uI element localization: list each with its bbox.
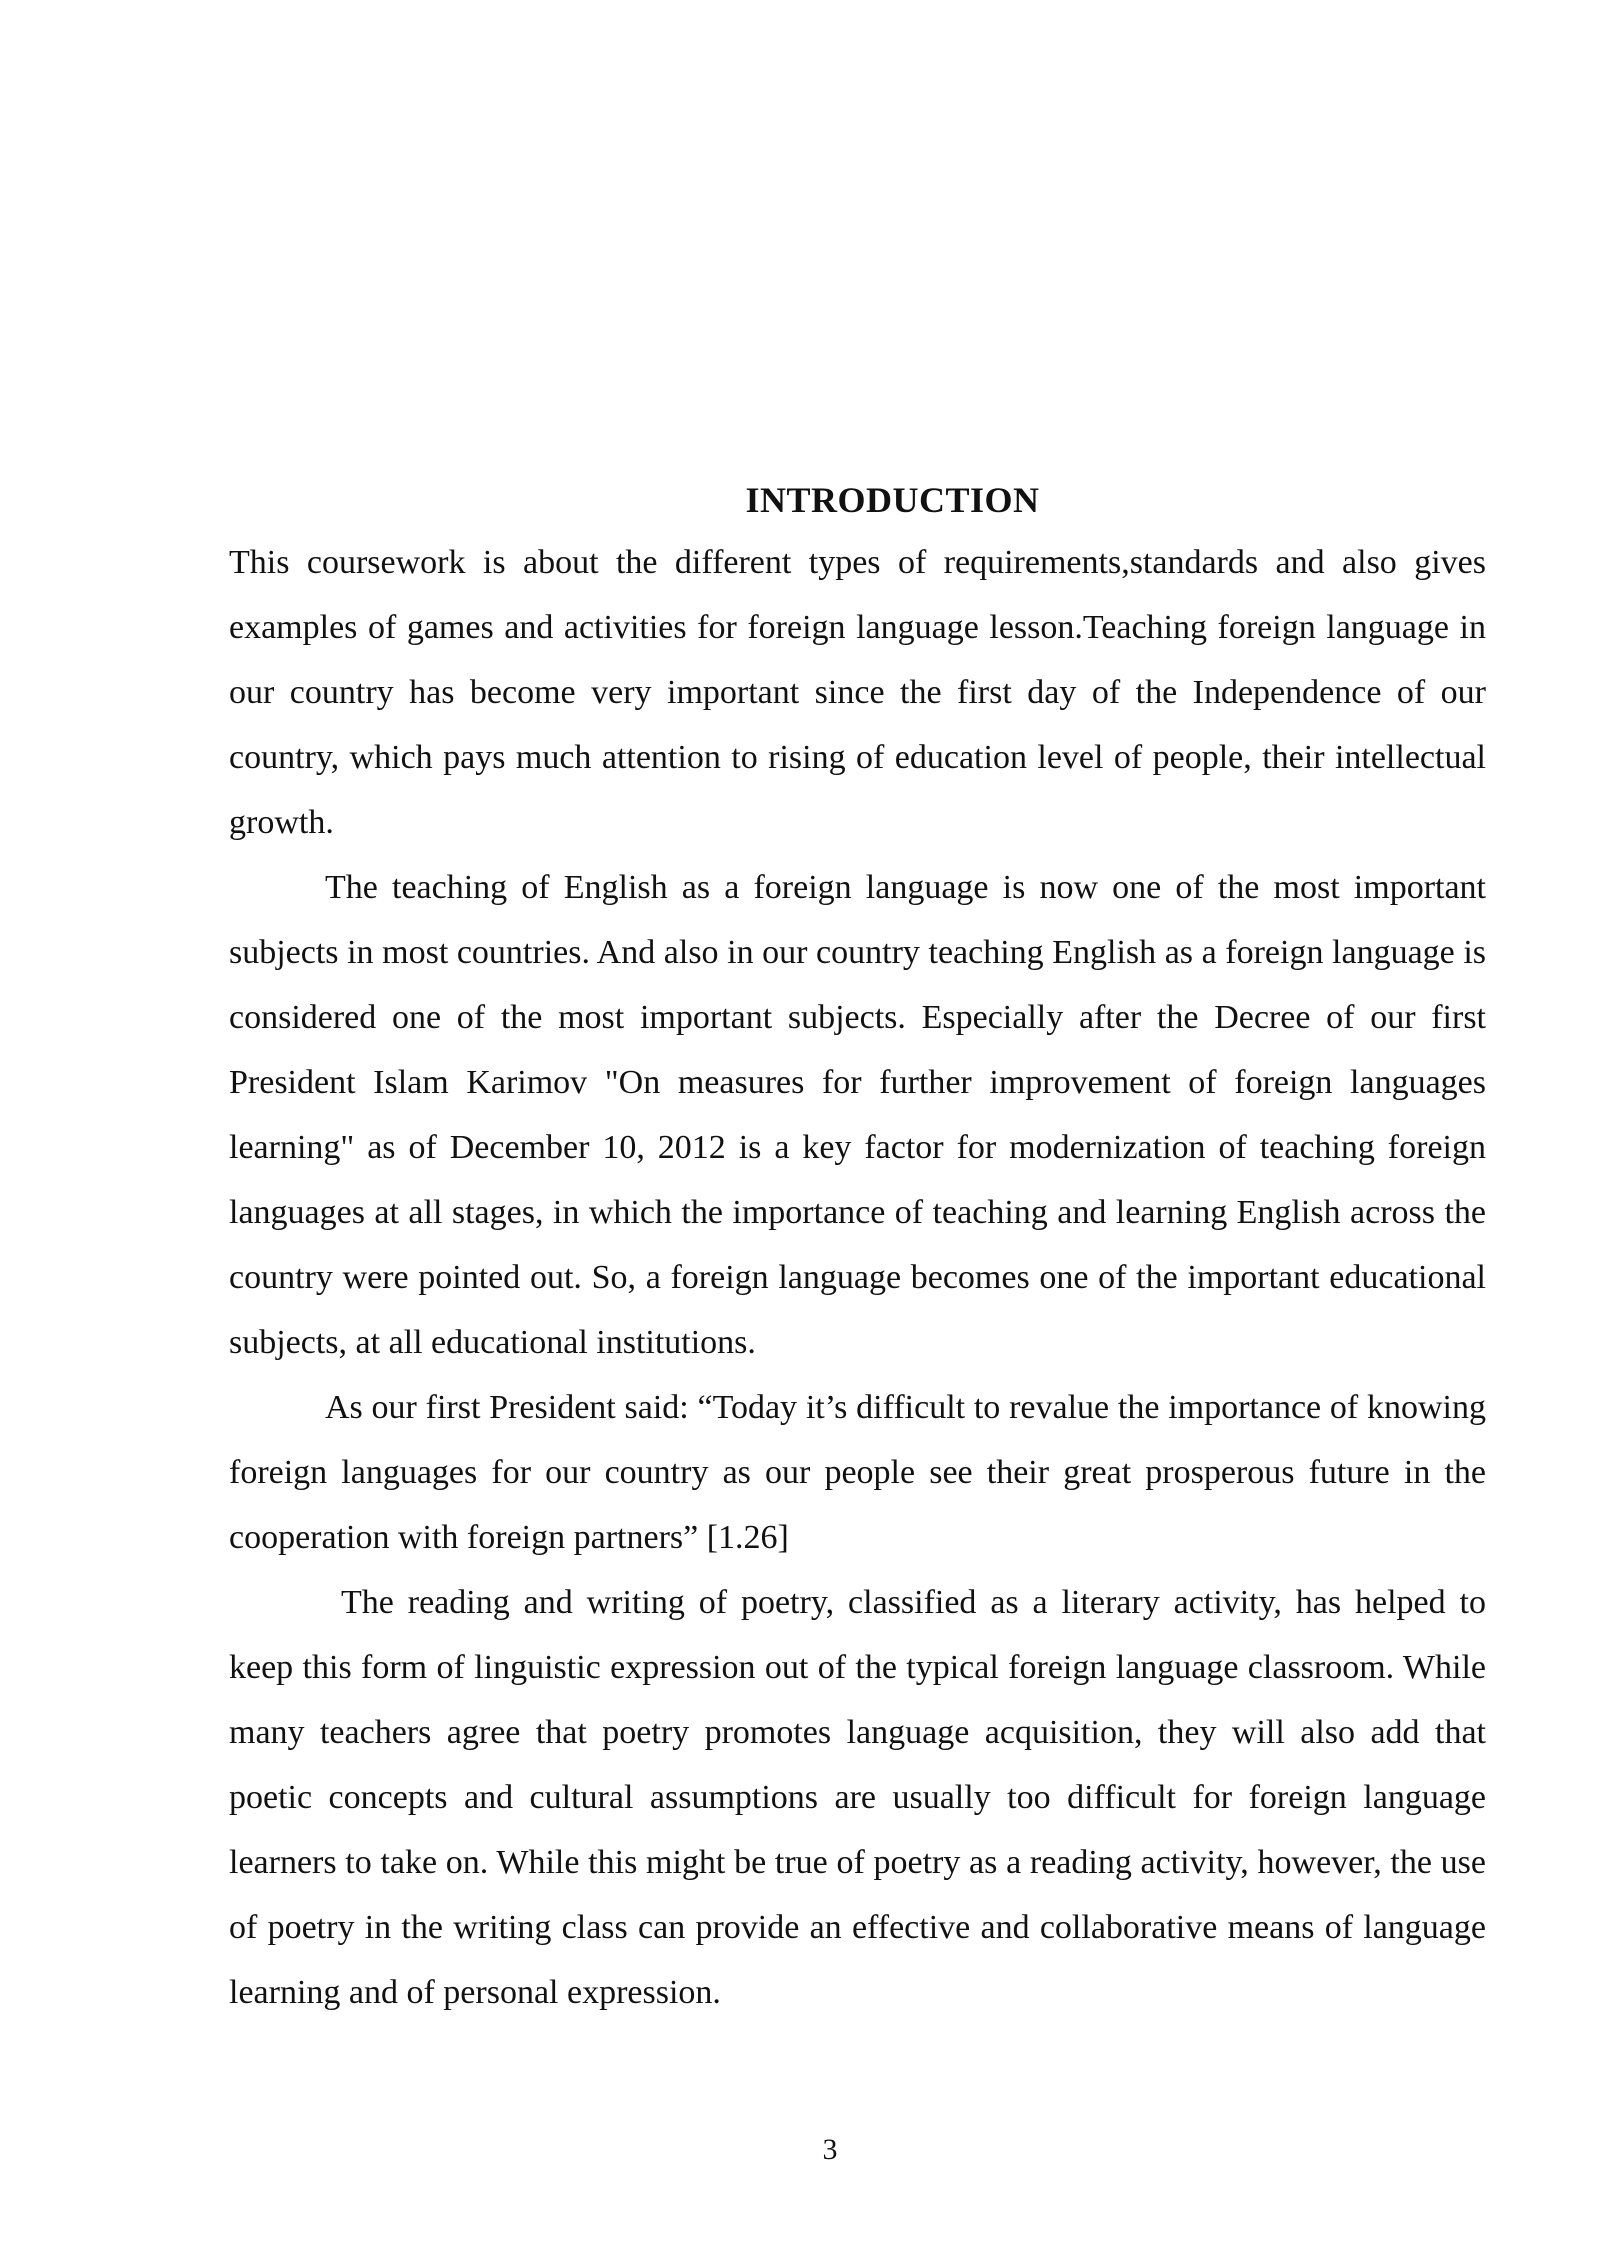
paragraph-4: The reading and writing of poetry, classified as a literary activity, has helped to keep this form of linguistic expression out of the typical foreign language classroom. While many teachers agree that poetry promotes language acquisition, they will also add that poetic concepts and cultural assumptions are usually too difficult for foreign language learners to take on. While this might be true of poetry as a reading activity, however, the use of poetry in the writing class can provide an effective and collaborative means of language learning and of personal expression. — [229, 1584, 1486, 2011]
paragraph-3: As our first President said: “Today it’s difficult to revalue the importance of knowing foreign languages for our country as our people see their great prosperous future in the cooperation with foreign partners” [1.26] — [229, 1389, 1486, 1556]
paragraph-2: The teaching of English as a foreign language is now one of the most important subjects in most countries. And also in our country teaching English as a foreign language is considered one of the most important subjects. Especially after the Decree of our first President Islam Karimov "On measures for further improvement of foreign languages learning" as of December 10, 2012 is a key factor for modernization of teaching foreign languages at all stages, in which the importance of teaching and learning English across the country were pointed out. So, a foreign language becomes one of the important educational subjects, at all educational institutions. — [229, 869, 1486, 1361]
page-title: INTRODUCTION — [745, 480, 1040, 520]
page-number: 3 — [822, 2133, 838, 2166]
paragraph-1: This coursework is about the different types of requirements,standards and also gives examples of games and activities for foreign language lesson.Teaching foreign language in our country has become very important since the first day of the Independence of our country, which pays much attention to rising of education level of people, their intellectual growth. — [229, 544, 1486, 841]
page-body — [229, 470, 1486, 2025]
